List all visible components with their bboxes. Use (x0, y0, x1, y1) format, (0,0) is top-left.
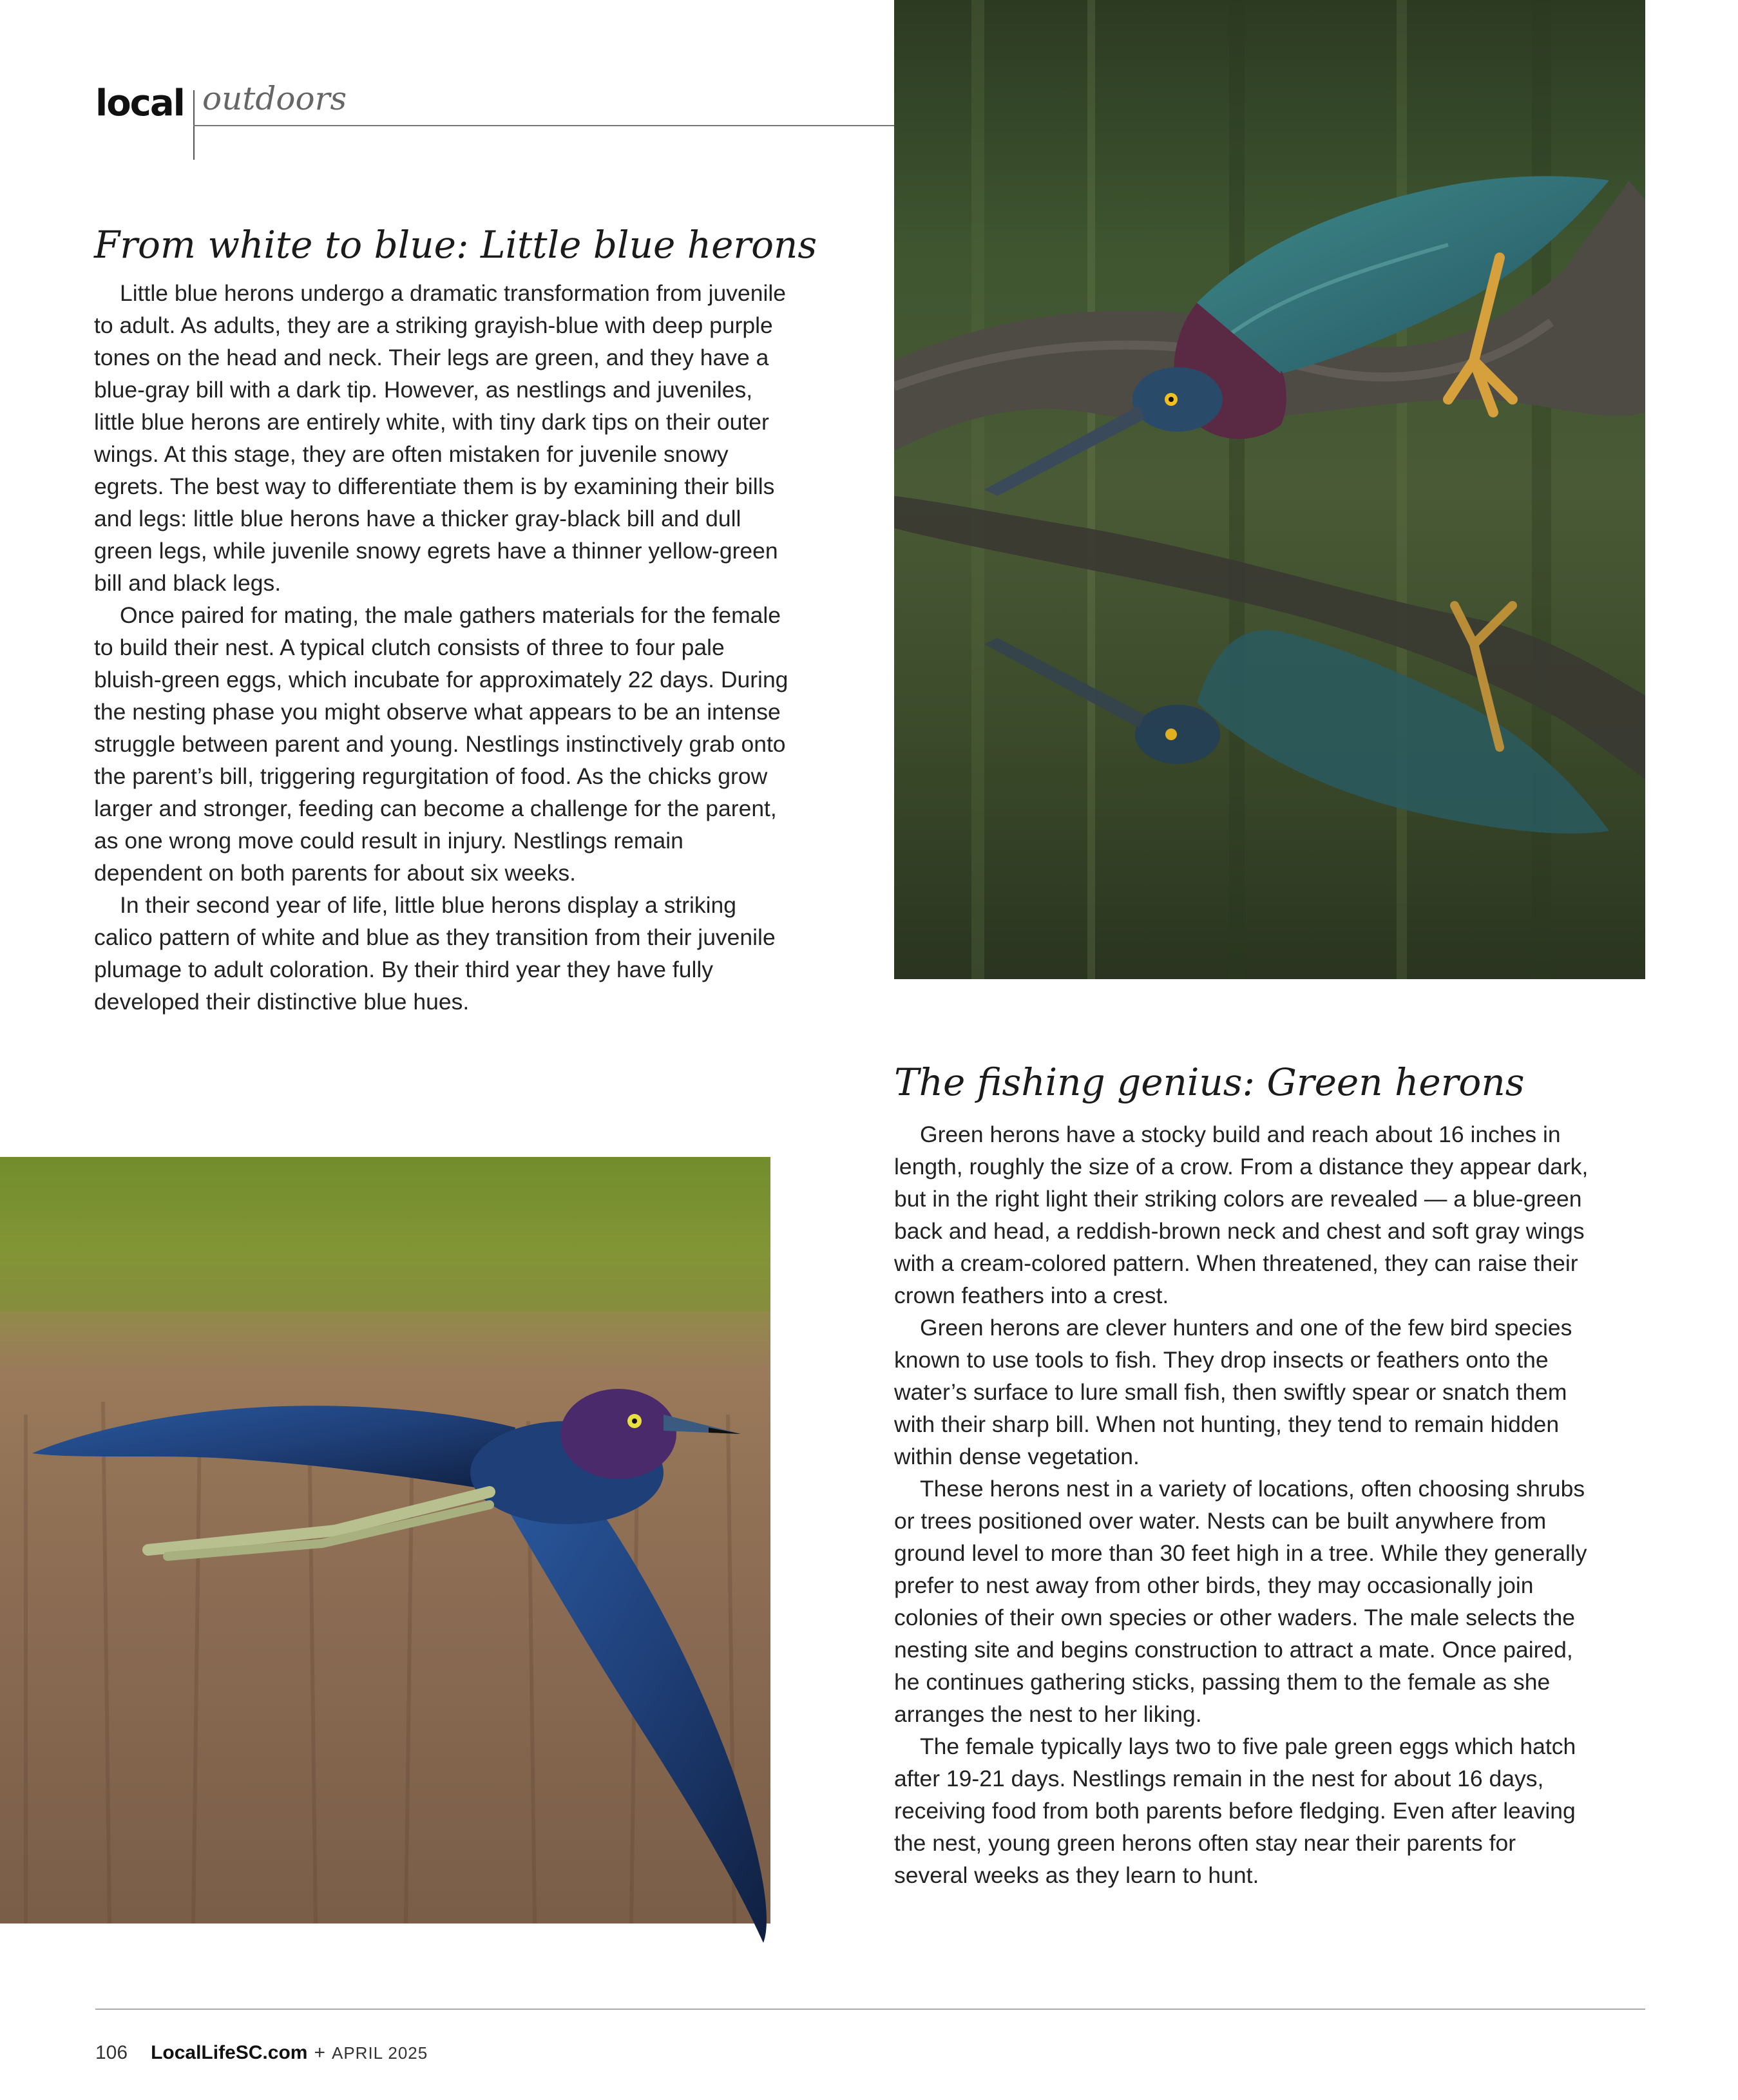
section-label: local (95, 82, 184, 124)
paragraph: Green herons have a stocky build and reach about 16 inches in length, roughly the size of a crow. From a distance they appear dark, but in the right light their striking colors are revealed — a blue-green back and head, a reddish-brown neck and chest and soft gray wings with a cream-colored pattern. When threatened, they can raise their crown feathers into a crest. (894, 1122, 1589, 1308)
page-footer (95, 2042, 428, 2064)
green-heron-photo (894, 0, 1645, 979)
section-subtitle: outdoors (202, 80, 347, 117)
paragraph: Little blue herons undergo a dramatic transformation from juvenile to adult. As adults, they are a striking grayish-blue with deep purple tones on the head and neck. Their legs are green, and they have a blue-gray bill with a dark tip. However, as nestlings and juveniles, little blue herons are entirely white, with tiny dark tips on their outer wings. At this stage, they are often mistaken for juvenile snowy egrets. The best way to differentiate them is by examining their bills and legs: little blue herons have a thicker gray-black bill and dull green legs, while juvenile snowy egrets have a thinner yellow-green bill and black legs. (94, 280, 786, 596)
paragraph: The female typically lays two to five pale green eggs which hatch after 19-21 days. Nestlings remain in the nest for about 16 days, receiving food from both parents before fledging. Even after leaving the nest, young green herons often stay near their parents for several weeks as they learn to hunt. (894, 1733, 1576, 1888)
paragraph: These herons nest in a variety of locations, often choosing shrubs or trees positioned over water. Nests can be built anywhere from ground level to more than 30 feet high in a tree. While they generally prefer to nest away from other birds, they may occasionally join colonies of their own species or other waders. The male selects the nesting site and begins construction to attract a mate. Once paired, he continues gathering sticks, passing them to the female as she arranges the nest to her liking. (894, 1476, 1587, 1727)
article-body-right (894, 1118, 1590, 1891)
issue-date: APRIL 2025 (331, 2043, 428, 2063)
page-number: 106 (95, 2042, 128, 2063)
paragraph: Green herons are clever hunters and one of the few bird species known to use tools to fish. They drop insects or feathers onto the water’s surface to lure small fish, then swiftly spear or snatch them with their sharp bill. When not hunting, they tend to remain hidden within dense vegetation. (894, 1315, 1572, 1469)
header-rule (193, 125, 895, 126)
article-heading-green-herons: The fishing genius: Green herons (894, 1060, 1525, 1104)
footer-separator: + (314, 2042, 325, 2063)
paragraph: In their second year of life, little blue herons display a striking calico pattern of white and blue as they transition from their juvenile plumage to adult coloration. By their third year they have fully developed their distinctive blue hues. (94, 892, 776, 1015)
little-blue-heron-photo (0, 1157, 857, 1956)
article-heading-little-blue-herons: From white to blue: Little blue herons (94, 223, 817, 267)
paragraph: Once paired for mating, the male gathers materials for the female to build their nest. A typical clutch consists of three to four pale bluish-green eggs, which incubate for approximately 22 days. During the nesting phase you might observe what appears to be an intense struggle between parent and young. Nestlings instinctively grab onto the parent’s bill, triggering regurgitation of food. As the chicks grow larger and stronger, feeding can become a challenge for the parent, as one wrong move could result in injury. Nestlings remain dependent on both parents for about six weeks. (94, 602, 788, 886)
article-body-left (94, 277, 790, 1018)
footer-rule (95, 2009, 1645, 2010)
website-link[interactable]: LocalLifeSC.com (151, 2042, 308, 2063)
